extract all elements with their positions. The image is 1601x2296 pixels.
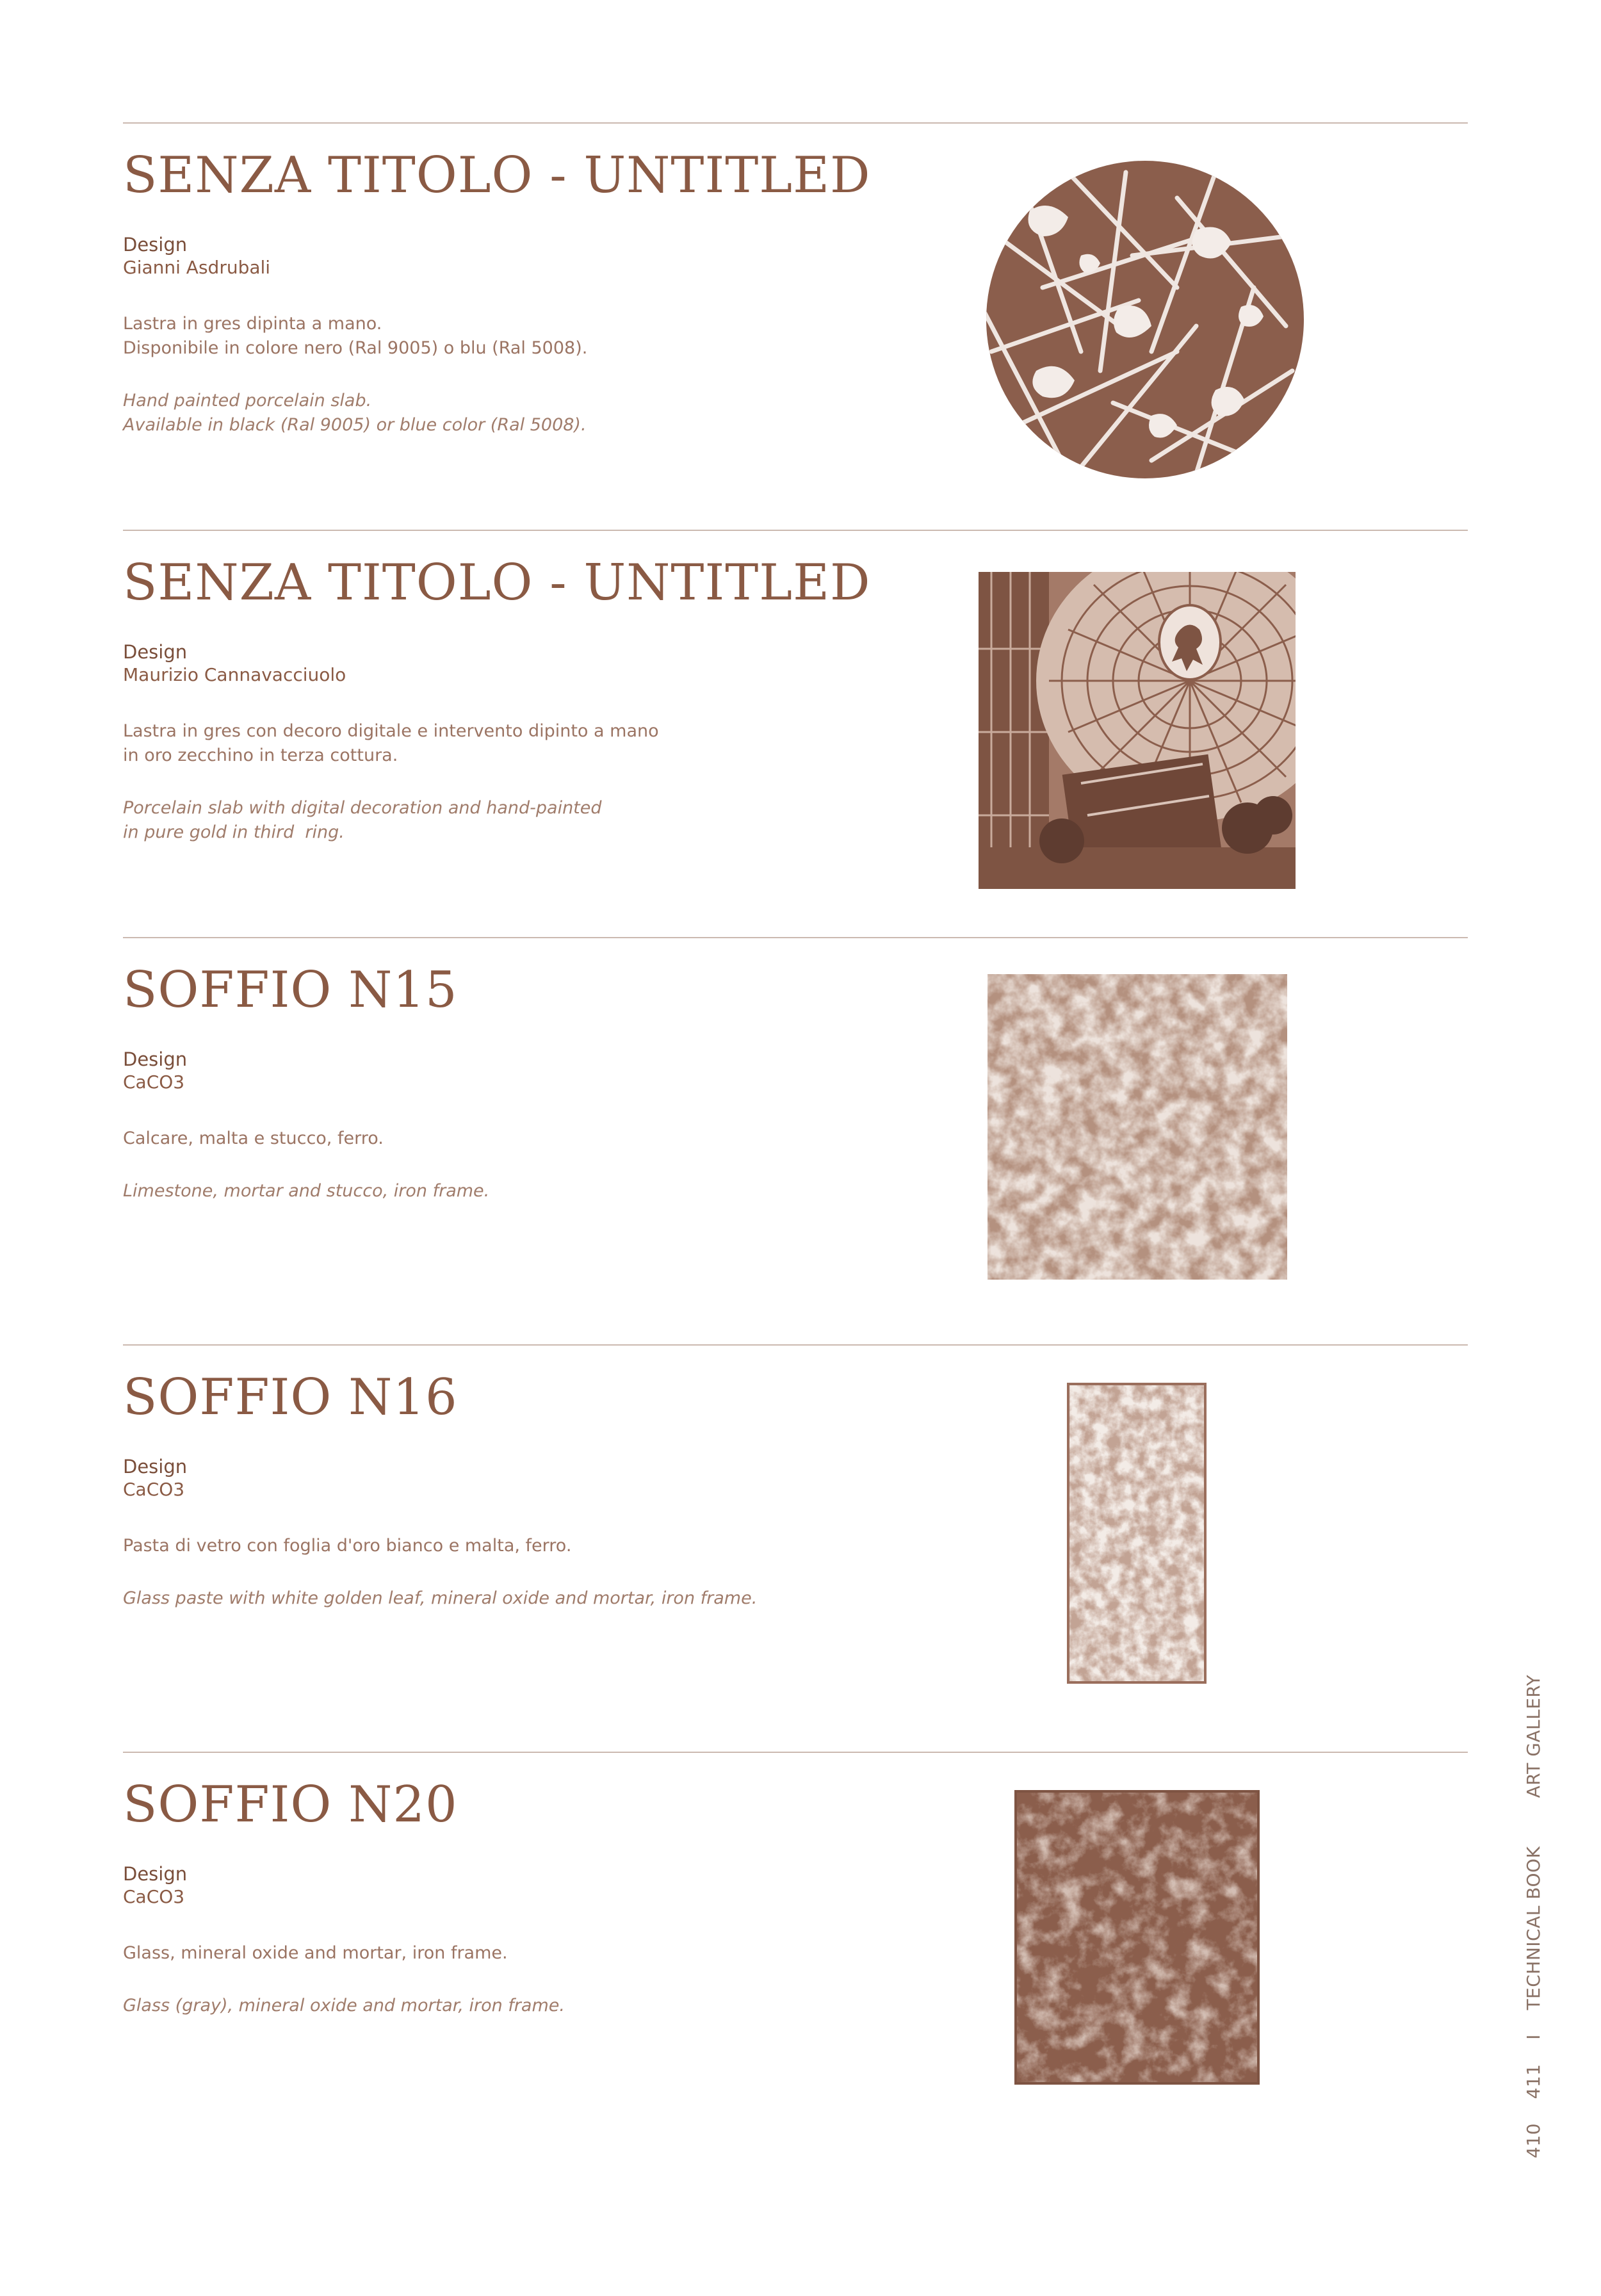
description-italian: Lastra in gres con decoro digitale e intervento dipinto a mano in oro zecchino in terza cottura. bbox=[123, 721, 659, 765]
divider bbox=[123, 937, 1468, 938]
divider bbox=[123, 1752, 1468, 1753]
description-italian: Pasta di vetro con foglia d'oro bianco e malta, ferro. bbox=[123, 1536, 572, 1556]
design-label: Design bbox=[123, 1456, 188, 1478]
entry-2 bbox=[123, 530, 1468, 937]
design-label: Design bbox=[123, 1863, 188, 1885]
entry-3 bbox=[123, 937, 1468, 1344]
side-page-label: 410 411 I TECHNICAL BOOK ART GALLERY bbox=[1523, 1674, 1544, 2158]
designer-name: CaCO3 bbox=[123, 1479, 185, 1500]
entry-title: SOFFIO N15 bbox=[123, 961, 458, 1019]
designer-name: CaCO3 bbox=[123, 1886, 185, 1907]
entry-title: SOFFIO N16 bbox=[123, 1369, 458, 1426]
designer-name: Gianni Asdrubali bbox=[123, 257, 271, 278]
designer-name: CaCO3 bbox=[123, 1071, 185, 1093]
description-italian: Lastra in gres dipinta a mano. Disponibile in colore nero (Ral 9005) o blu (Ral 5008). bbox=[123, 314, 588, 358]
entry-title: SOFFIO N20 bbox=[123, 1776, 458, 1834]
description-english: Porcelain slab with digital decoration and hand-painted in pure gold in third ring. bbox=[123, 798, 602, 842]
description-english: Hand painted porcelain slab. Available in black (Ral 9005) or blue color (Ral 5008). bbox=[123, 391, 587, 435]
glass-paste-texture-panel bbox=[1067, 1383, 1207, 1684]
description-english: Limestone, mortar and stucco, iron frame. bbox=[123, 1181, 490, 1201]
design-label: Design bbox=[123, 234, 188, 256]
divider bbox=[123, 530, 1468, 531]
description-english: Glass (gray), mineral oxide and mortar, iron frame. bbox=[123, 1996, 565, 2015]
circular-brush-stroke-artwork bbox=[985, 159, 1305, 480]
description-english: Glass paste with white golden leaf, mineral oxide and mortar, iron frame. bbox=[123, 1588, 758, 1608]
design-label: Design bbox=[123, 1048, 188, 1070]
design-label: Design bbox=[123, 641, 188, 663]
description-italian: Glass, mineral oxide and mortar, iron frame. bbox=[123, 1943, 508, 1963]
divider bbox=[123, 1344, 1468, 1346]
entry-4 bbox=[123, 1344, 1468, 1752]
gray-glass-texture-panel bbox=[1014, 1790, 1260, 2085]
entry-title: SENZA TITOLO - UNTITLED bbox=[123, 147, 871, 204]
entry-1 bbox=[123, 122, 1468, 530]
entry-5 bbox=[123, 1752, 1468, 2159]
description-italian: Calcare, malta e stucco, ferro. bbox=[123, 1128, 384, 1148]
entry-title: SENZA TITOLO - UNTITLED bbox=[123, 554, 871, 612]
designer-name: Maurizio Cannavacciuolo bbox=[123, 664, 346, 685]
limestone-texture-panel bbox=[987, 974, 1287, 1280]
dome-collage-artwork bbox=[979, 572, 1296, 889]
divider bbox=[123, 122, 1468, 124]
